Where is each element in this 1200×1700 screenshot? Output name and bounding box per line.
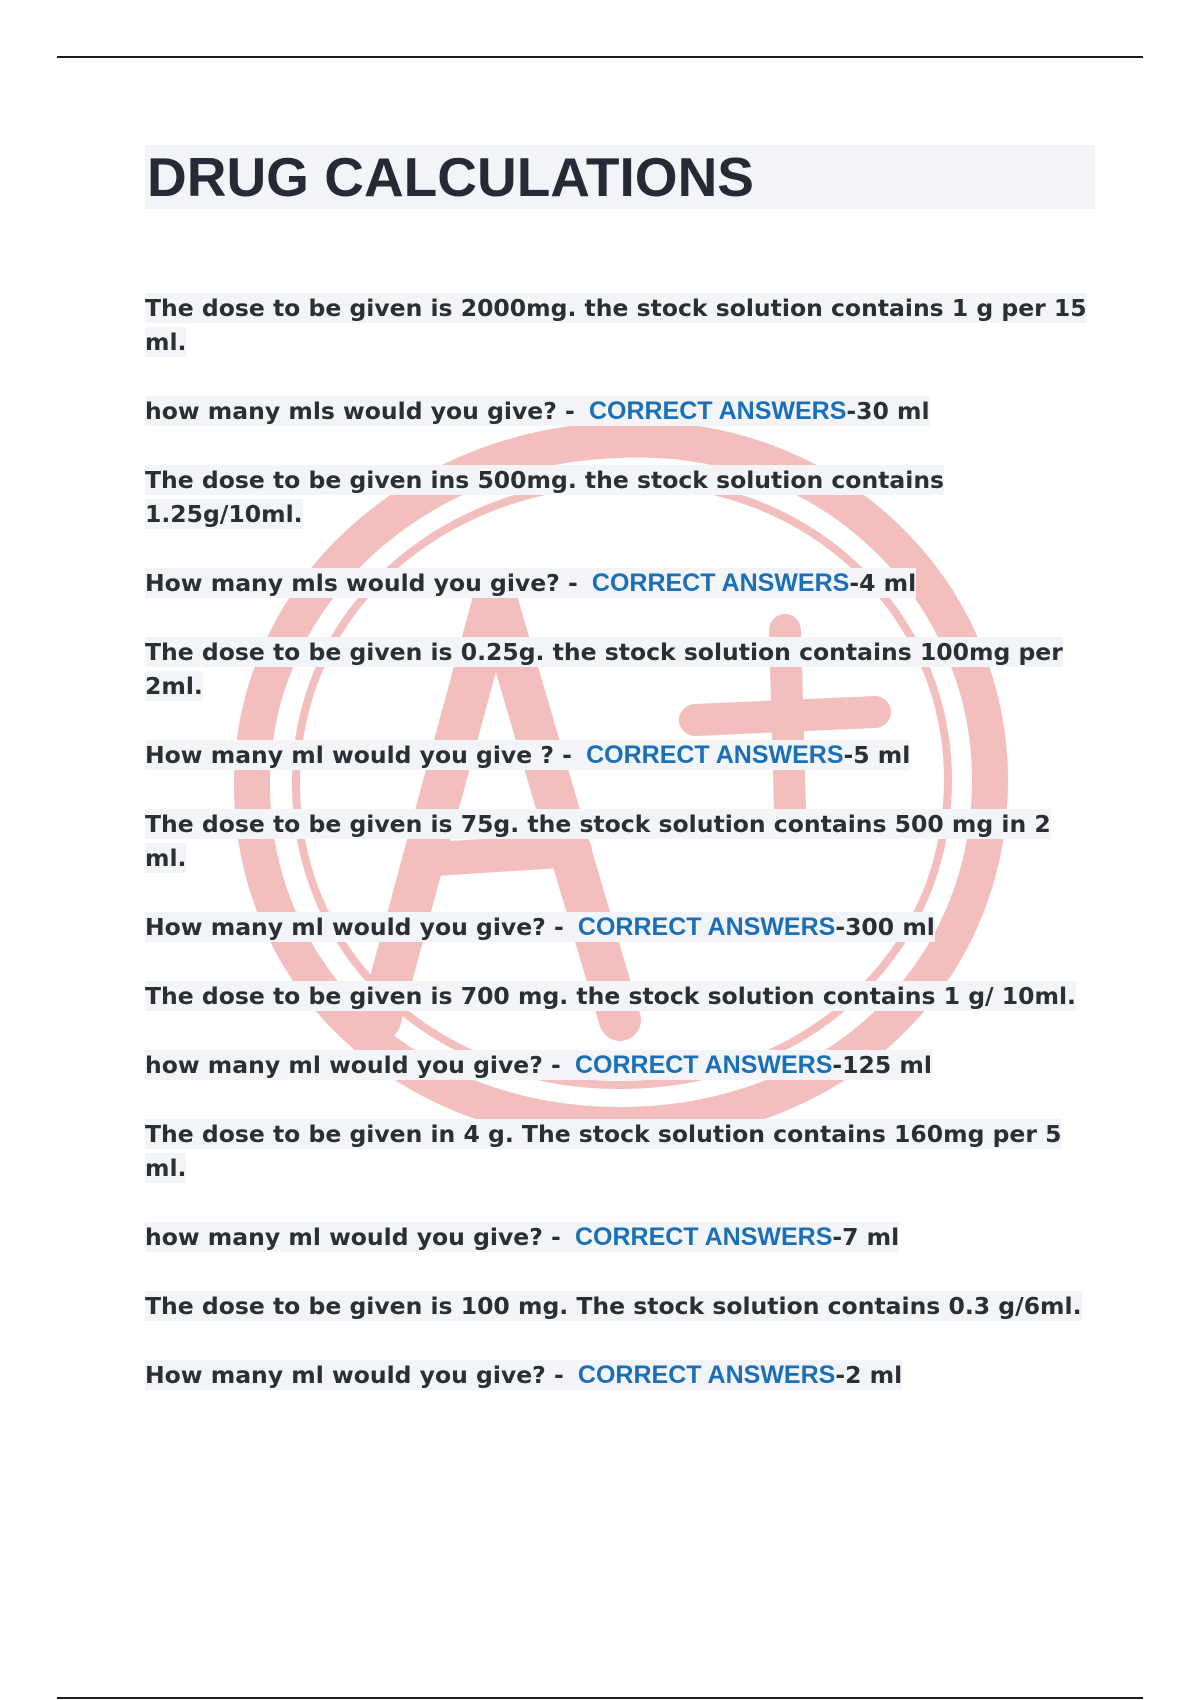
question-text: The dose to be given is 700 mg. the stock solution contains 1 g/ 10ml. — [145, 982, 1076, 1010]
question-7 — [145, 1289, 1095, 1323]
answer-line-highlight — [145, 1050, 932, 1080]
correct-answers-label: CORRECT ANSWERS — [591, 569, 850, 597]
answer-value: -30 ml — [846, 397, 930, 425]
prompt-text: How many mls would you give? - — [145, 569, 586, 597]
question-text: The dose to be given is 0.25g. the stock solution contains 100mg per 2ml. — [145, 638, 1063, 700]
answer-line-5 — [145, 1048, 1095, 1082]
page-title: DRUG CALCULATIONS — [145, 145, 1095, 209]
answer-line-highlight — [145, 396, 930, 426]
question-1 — [145, 291, 1095, 359]
answer-line-6 — [145, 1220, 1095, 1254]
answer-value: -2 ml — [835, 1361, 903, 1389]
correct-answers-label: CORRECT ANSWERS — [574, 1223, 833, 1251]
answer-line-1 — [145, 394, 1095, 428]
qa-list — [145, 291, 1095, 1392]
document-body — [145, 145, 1095, 1427]
answer-value: -300 ml — [835, 913, 935, 941]
prompt-text: how many ml would you give? - — [145, 1223, 569, 1251]
bottom-rule — [57, 1697, 1143, 1699]
question-text: The dose to be given is 2000mg. the stock solution contains 1 g per 15 ml. — [145, 294, 1087, 356]
answer-value: -4 ml — [849, 569, 917, 597]
answer-line-2 — [145, 566, 1095, 600]
answer-line-highlight — [145, 740, 910, 770]
correct-answers-label: CORRECT ANSWERS — [586, 741, 844, 769]
answer-value: -125 ml — [832, 1051, 932, 1079]
prompt-text: How many ml would you give? - — [145, 913, 572, 941]
correct-answers-label: CORRECT ANSWERS — [577, 1361, 836, 1389]
question-text: The dose to be given is 75g. the stock solution contains 500 mg in 2 ml. — [145, 810, 1051, 872]
answer-value: -5 ml — [843, 741, 911, 769]
question-text: The dose to be given ins 500mg. the stock solution contains 1.25g/10ml. — [145, 466, 945, 528]
question-2 — [145, 463, 1095, 531]
correct-answers-label: CORRECT ANSWERS — [588, 397, 847, 425]
answer-line-7 — [145, 1358, 1095, 1392]
question-4 — [145, 807, 1095, 875]
answer-value: -7 ml — [832, 1223, 900, 1251]
answer-line-4 — [145, 910, 1095, 944]
prompt-text: how many mls would you give? - — [145, 397, 583, 425]
question-6 — [145, 1117, 1095, 1185]
answer-line-3 — [145, 738, 1095, 772]
prompt-text: how many ml would you give? - — [145, 1051, 569, 1079]
prompt-text: How many ml would you give ? - — [145, 741, 581, 769]
question-3 — [145, 635, 1095, 703]
correct-answers-label: CORRECT ANSWERS — [574, 1051, 833, 1079]
answer-line-highlight — [145, 1222, 899, 1252]
question-5 — [145, 979, 1095, 1013]
prompt-text: How many ml would you give? - — [145, 1361, 572, 1389]
question-text: The dose to be given in 4 g. The stock solution contains 160mg per 5 ml. — [145, 1120, 1062, 1182]
question-text: The dose to be given is 100 mg. The stock solution contains 0.3 g/6ml. — [145, 1292, 1082, 1320]
top-rule — [57, 56, 1143, 58]
answer-line-highlight — [145, 1360, 902, 1390]
correct-answers-label: CORRECT ANSWERS — [577, 913, 836, 941]
answer-line-highlight — [145, 568, 916, 598]
answer-line-highlight — [145, 912, 935, 942]
